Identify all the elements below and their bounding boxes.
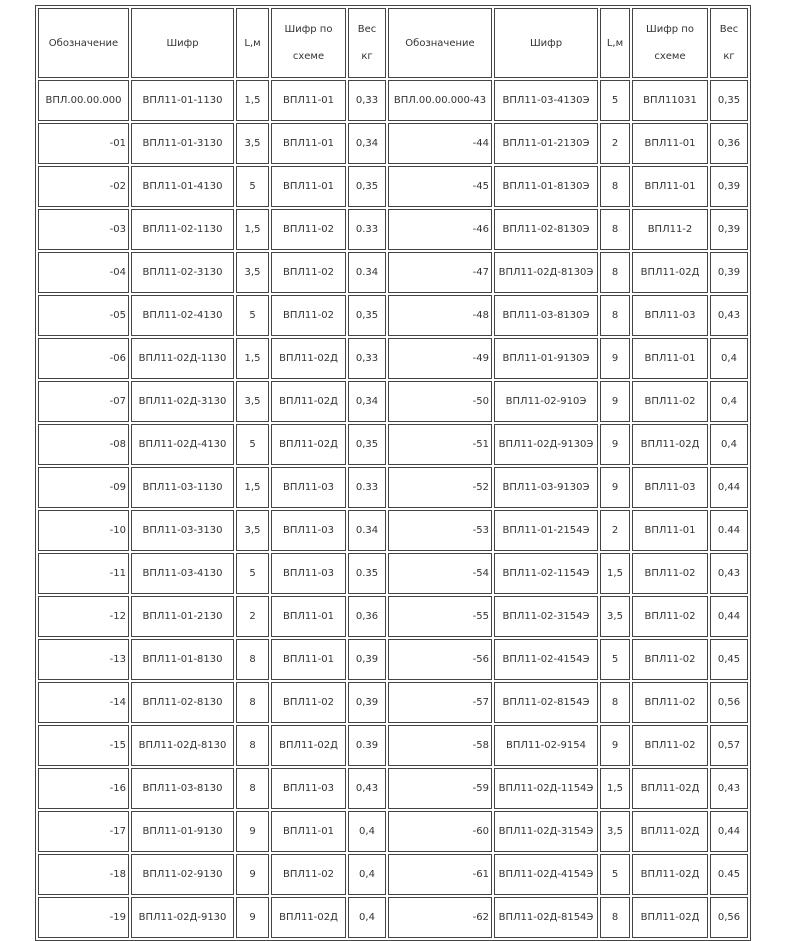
table-row	[38, 338, 748, 379]
designation-cell-2: -44	[388, 123, 492, 164]
scheme-code-cell: ВПЛ11-02	[271, 682, 346, 723]
weight-cell: 0,33	[348, 80, 386, 121]
weight-cell: 0,35	[348, 166, 386, 207]
length-cell-2: 1,5	[600, 768, 630, 809]
scheme-code-cell-2: ВПЛ11-01	[632, 510, 708, 551]
table-row	[38, 897, 748, 938]
length-cell: 9	[236, 854, 269, 895]
weight-cell: 0,43	[348, 768, 386, 809]
designation-cell: -13	[38, 639, 129, 680]
weight-cell-2: 0,4	[710, 338, 748, 379]
weight-cell-2: 0,44	[710, 467, 748, 508]
table-row	[38, 596, 748, 637]
scheme-code-cell-2: ВПЛ11-02	[632, 725, 708, 766]
scheme-code-cell: ВПЛ11-02Д	[271, 424, 346, 465]
code-cell: ВПЛ11-01-9130	[131, 811, 234, 852]
code-cell-2: ВПЛ11-02Д-8130Э	[494, 252, 598, 293]
length-cell: 5	[236, 295, 269, 336]
code-cell: ВПЛ11-03-1130	[131, 467, 234, 508]
spec-table-container	[35, 5, 751, 941]
code-cell: ВПЛ11-01-3130	[131, 123, 234, 164]
scheme-code-cell-2: ВПЛ11-02Д	[632, 424, 708, 465]
designation-cell: -12	[38, 596, 129, 637]
table-body	[38, 8, 748, 938]
code-cell: ВПЛ11-02Д-3130	[131, 381, 234, 422]
scheme-code-cell: ВПЛ11-03	[271, 553, 346, 594]
designation-cell-2: -47	[388, 252, 492, 293]
length-cell-2: 3,5	[600, 596, 630, 637]
specification-table	[35, 5, 751, 941]
code-cell-2: ВПЛ11-01-2154Э	[494, 510, 598, 551]
code-cell: ВПЛ11-01-8130	[131, 639, 234, 680]
designation-cell-2: -45	[388, 166, 492, 207]
scheme-code-cell-2: ВПЛ11-02Д	[632, 897, 708, 938]
code-cell-2: ВПЛ11-02Д-4154Э	[494, 854, 598, 895]
length-cell-2: 8	[600, 252, 630, 293]
length-cell-2: 8	[600, 295, 630, 336]
weight-cell: 0.34	[348, 510, 386, 551]
designation-cell: -16	[38, 768, 129, 809]
header-scheme-code-2: Шифр по схеме	[632, 8, 708, 78]
scheme-code-cell: ВПЛ11-01	[271, 80, 346, 121]
weight-cell: 0,35	[348, 424, 386, 465]
designation-cell: -10	[38, 510, 129, 551]
code-cell: ВПЛ11-03-8130	[131, 768, 234, 809]
weight-cell-2: 0,39	[710, 252, 748, 293]
scheme-code-cell-2: ВПЛ11-02	[632, 682, 708, 723]
code-cell: ВПЛ11-01-2130	[131, 596, 234, 637]
weight-cell: 0.39	[348, 725, 386, 766]
designation-cell: -17	[38, 811, 129, 852]
code-cell-2: ВПЛ11-02Д-1154Э	[494, 768, 598, 809]
code-cell-2: ВПЛ11-01-8130Э	[494, 166, 598, 207]
code-cell: ВПЛ11-02Д-9130	[131, 897, 234, 938]
length-cell: 8	[236, 725, 269, 766]
code-cell-2: ВПЛ11-02Д-3154Э	[494, 811, 598, 852]
weight-cell: 0,35	[348, 295, 386, 336]
code-cell-2: ВПЛ11-02-3154Э	[494, 596, 598, 637]
length-cell-2: 8	[600, 166, 630, 207]
weight-cell-2: 0,56	[710, 682, 748, 723]
designation-cell: -07	[38, 381, 129, 422]
header-weight-2: Вес кг	[710, 8, 748, 78]
code-cell-2: ВПЛ11-02-4154Э	[494, 639, 598, 680]
length-cell: 2	[236, 596, 269, 637]
table-row	[38, 725, 748, 766]
weight-cell-2: 0,39	[710, 209, 748, 250]
designation-cell-2: -52	[388, 467, 492, 508]
weight-cell-2: 0,43	[710, 295, 748, 336]
table-row	[38, 682, 748, 723]
table-row	[38, 467, 748, 508]
scheme-code-cell: ВПЛ11-02Д	[271, 381, 346, 422]
designation-cell-2: -46	[388, 209, 492, 250]
code-cell: ВПЛ11-01-1130	[131, 80, 234, 121]
designation-cell-2: -56	[388, 639, 492, 680]
designation-cell-2: ВПЛ.00.00.000-43	[388, 80, 492, 121]
code-cell-2: ВПЛ11-02Д-9130Э	[494, 424, 598, 465]
weight-cell: 0.33	[348, 209, 386, 250]
scheme-code-cell: ВПЛ11-01	[271, 639, 346, 680]
scheme-code-cell: ВПЛ11-02Д	[271, 338, 346, 379]
designation-cell-2: -58	[388, 725, 492, 766]
scheme-code-cell: ВПЛ11-01	[271, 166, 346, 207]
scheme-code-cell: ВПЛ11-03	[271, 510, 346, 551]
designation-cell: -11	[38, 553, 129, 594]
table-row	[38, 209, 748, 250]
designation-cell: -19	[38, 897, 129, 938]
table-row	[38, 768, 748, 809]
table-row	[38, 854, 748, 895]
weight-cell: 0.33	[348, 467, 386, 508]
weight-cell: 0,34	[348, 123, 386, 164]
code-cell: ВПЛ11-02-9130	[131, 854, 234, 895]
scheme-code-cell-2: ВПЛ11-2	[632, 209, 708, 250]
designation-cell-2: -53	[388, 510, 492, 551]
length-cell: 8	[236, 768, 269, 809]
scheme-code-cell-2: ВПЛ11-03	[632, 467, 708, 508]
designation-cell-2: -59	[388, 768, 492, 809]
weight-cell: 0,4	[348, 811, 386, 852]
length-cell: 1,5	[236, 80, 269, 121]
weight-cell: 0,4	[348, 897, 386, 938]
scheme-code-cell: ВПЛ11-03	[271, 467, 346, 508]
scheme-code-cell-2: ВПЛ11-01	[632, 166, 708, 207]
length-cell: 5	[236, 553, 269, 594]
code-cell-2: ВПЛ11-02-8130Э	[494, 209, 598, 250]
table-row	[38, 639, 748, 680]
designation-cell-2: -51	[388, 424, 492, 465]
weight-cell: 0,34	[348, 381, 386, 422]
weight-cell: 0.34	[348, 252, 386, 293]
weight-cell-2: 0,45	[710, 639, 748, 680]
weight-cell-2: 0,35	[710, 80, 748, 121]
scheme-code-cell: ВПЛ11-01	[271, 811, 346, 852]
code-cell-2: ВПЛ11-01-9130Э	[494, 338, 598, 379]
weight-cell: 0,39	[348, 682, 386, 723]
length-cell-2: 2	[600, 123, 630, 164]
weight-cell: 0,36	[348, 596, 386, 637]
weight-cell-2: 0,4	[710, 424, 748, 465]
table-row	[38, 553, 748, 594]
length-cell: 5	[236, 166, 269, 207]
weight-cell-2: 0,56	[710, 897, 748, 938]
weight-cell-2: 0,43	[710, 553, 748, 594]
scheme-code-cell: ВПЛ11-02	[271, 854, 346, 895]
code-cell-2: ВПЛ11-03-8130Э	[494, 295, 598, 336]
code-cell: ВПЛ11-02Д-4130	[131, 424, 234, 465]
code-cell: ВПЛ11-03-4130	[131, 553, 234, 594]
designation-cell-2: -48	[388, 295, 492, 336]
length-cell: 9	[236, 897, 269, 938]
code-cell: ВПЛ11-02-3130	[131, 252, 234, 293]
scheme-code-cell-2: ВПЛ11-02	[632, 381, 708, 422]
header-length: L,м	[236, 8, 269, 78]
scheme-code-cell-2: ВПЛ11-02Д	[632, 854, 708, 895]
designation-cell: -15	[38, 725, 129, 766]
code-cell: ВПЛ11-02Д-8130	[131, 725, 234, 766]
length-cell-2: 5	[600, 854, 630, 895]
code-cell-2: ВПЛ11-01-2130Э	[494, 123, 598, 164]
designation-cell: -03	[38, 209, 129, 250]
length-cell-2: 5	[600, 80, 630, 121]
length-cell-2: 8	[600, 209, 630, 250]
scheme-code-cell-2: ВПЛ11-02Д	[632, 768, 708, 809]
scheme-code-cell: ВПЛ11-02Д	[271, 897, 346, 938]
scheme-code-cell: ВПЛ11-02Д	[271, 725, 346, 766]
scheme-code-cell: ВПЛ11-02	[271, 295, 346, 336]
weight-cell-2: 0,39	[710, 166, 748, 207]
designation-cell-2: -61	[388, 854, 492, 895]
code-cell-2: ВПЛ11-02-9154	[494, 725, 598, 766]
length-cell: 3,5	[236, 252, 269, 293]
header-scheme-code: Шифр по схеме	[271, 8, 346, 78]
weight-cell-2: 0,43	[710, 768, 748, 809]
weight-cell-2: 0,44	[710, 811, 748, 852]
scheme-code-cell: ВПЛ11-01	[271, 596, 346, 637]
scheme-code-cell-2: ВПЛ11-01	[632, 123, 708, 164]
weight-cell-2: 0,36	[710, 123, 748, 164]
designation-cell: -04	[38, 252, 129, 293]
designation-cell-2: -60	[388, 811, 492, 852]
scheme-code-cell: ВПЛ11-03	[271, 768, 346, 809]
scheme-code-cell-2: ВПЛ11-02	[632, 596, 708, 637]
designation-cell-2: -50	[388, 381, 492, 422]
designation-cell: -09	[38, 467, 129, 508]
table-row	[38, 381, 748, 422]
length-cell-2: 3,5	[600, 811, 630, 852]
length-cell-2: 5	[600, 639, 630, 680]
code-cell: ВПЛ11-02Д-1130	[131, 338, 234, 379]
length-cell-2: 8	[600, 897, 630, 938]
weight-cell-2: 0,4	[710, 381, 748, 422]
code-cell-2: ВПЛ11-03-4130Э	[494, 80, 598, 121]
weight-cell: 0,33	[348, 338, 386, 379]
length-cell: 5	[236, 424, 269, 465]
code-cell-2: ВПЛ11-03-9130Э	[494, 467, 598, 508]
table-row	[38, 510, 748, 551]
designation-cell: -02	[38, 166, 129, 207]
table-row	[38, 123, 748, 164]
length-cell: 3,5	[236, 510, 269, 551]
weight-cell: 0,4	[348, 854, 386, 895]
scheme-code-cell-2: ВПЛ11-02	[632, 553, 708, 594]
table-header-row	[38, 8, 748, 78]
designation-cell-2: -62	[388, 897, 492, 938]
scheme-code-cell-2: ВПЛ11031	[632, 80, 708, 121]
table-row	[38, 424, 748, 465]
weight-cell-2: 0.44	[710, 510, 748, 551]
length-cell-2: 9	[600, 381, 630, 422]
weight-cell-2: 0,44	[710, 596, 748, 637]
code-cell: ВПЛ11-01-4130	[131, 166, 234, 207]
code-cell-2: ВПЛ11-02-910Э	[494, 381, 598, 422]
designation-cell: -14	[38, 682, 129, 723]
header-code-2: Шифр	[494, 8, 598, 78]
designation-cell-2: -57	[388, 682, 492, 723]
designation-cell: -01	[38, 123, 129, 164]
length-cell-2: 9	[600, 338, 630, 379]
designation-cell-2: -55	[388, 596, 492, 637]
table-row	[38, 166, 748, 207]
scheme-code-cell-2: ВПЛ11-02	[632, 639, 708, 680]
code-cell: ВПЛ11-02-8130	[131, 682, 234, 723]
length-cell: 8	[236, 639, 269, 680]
length-cell-2: 1,5	[600, 553, 630, 594]
length-cell: 1,5	[236, 338, 269, 379]
code-cell-2: ВПЛ11-02Д-8154Э	[494, 897, 598, 938]
code-cell: ВПЛ11-02-4130	[131, 295, 234, 336]
designation-cell: -06	[38, 338, 129, 379]
designation-cell: -08	[38, 424, 129, 465]
designation-cell: -18	[38, 854, 129, 895]
length-cell-2: 9	[600, 424, 630, 465]
designation-cell: -05	[38, 295, 129, 336]
scheme-code-cell: ВПЛ11-02	[271, 252, 346, 293]
code-cell-2: ВПЛ11-02-8154Э	[494, 682, 598, 723]
designation-cell-2: -54	[388, 553, 492, 594]
scheme-code-cell-2: ВПЛ11-01	[632, 338, 708, 379]
length-cell-2: 9	[600, 467, 630, 508]
scheme-code-cell: ВПЛ11-01	[271, 123, 346, 164]
code-cell: ВПЛ11-02-1130	[131, 209, 234, 250]
table-row	[38, 252, 748, 293]
weight-cell: 0,39	[348, 639, 386, 680]
table-row	[38, 295, 748, 336]
header-code: Шифр	[131, 8, 234, 78]
header-length-2: L,м	[600, 8, 630, 78]
header-designation-2: Обозначение	[388, 8, 492, 78]
length-cell-2: 9	[600, 725, 630, 766]
header-designation: Обозначение	[38, 8, 129, 78]
length-cell: 3,5	[236, 381, 269, 422]
table-row	[38, 80, 748, 121]
designation-cell: ВПЛ.00.00.000	[38, 80, 129, 121]
scheme-code-cell-2: ВПЛ11-02Д	[632, 252, 708, 293]
length-cell: 9	[236, 811, 269, 852]
length-cell-2: 8	[600, 682, 630, 723]
table-row	[38, 811, 748, 852]
code-cell-2: ВПЛ11-02-1154Э	[494, 553, 598, 594]
length-cell: 3,5	[236, 123, 269, 164]
length-cell-2: 2	[600, 510, 630, 551]
length-cell: 1,5	[236, 209, 269, 250]
length-cell: 1,5	[236, 467, 269, 508]
length-cell: 8	[236, 682, 269, 723]
weight-cell: 0.35	[348, 553, 386, 594]
scheme-code-cell-2: ВПЛ11-03	[632, 295, 708, 336]
header-weight: Вес кг	[348, 8, 386, 78]
weight-cell-2: 0.45	[710, 854, 748, 895]
weight-cell-2: 0,57	[710, 725, 748, 766]
code-cell: ВПЛ11-03-3130	[131, 510, 234, 551]
designation-cell-2: -49	[388, 338, 492, 379]
scheme-code-cell-2: ВПЛ11-02Д	[632, 811, 708, 852]
scheme-code-cell: ВПЛ11-02	[271, 209, 346, 250]
